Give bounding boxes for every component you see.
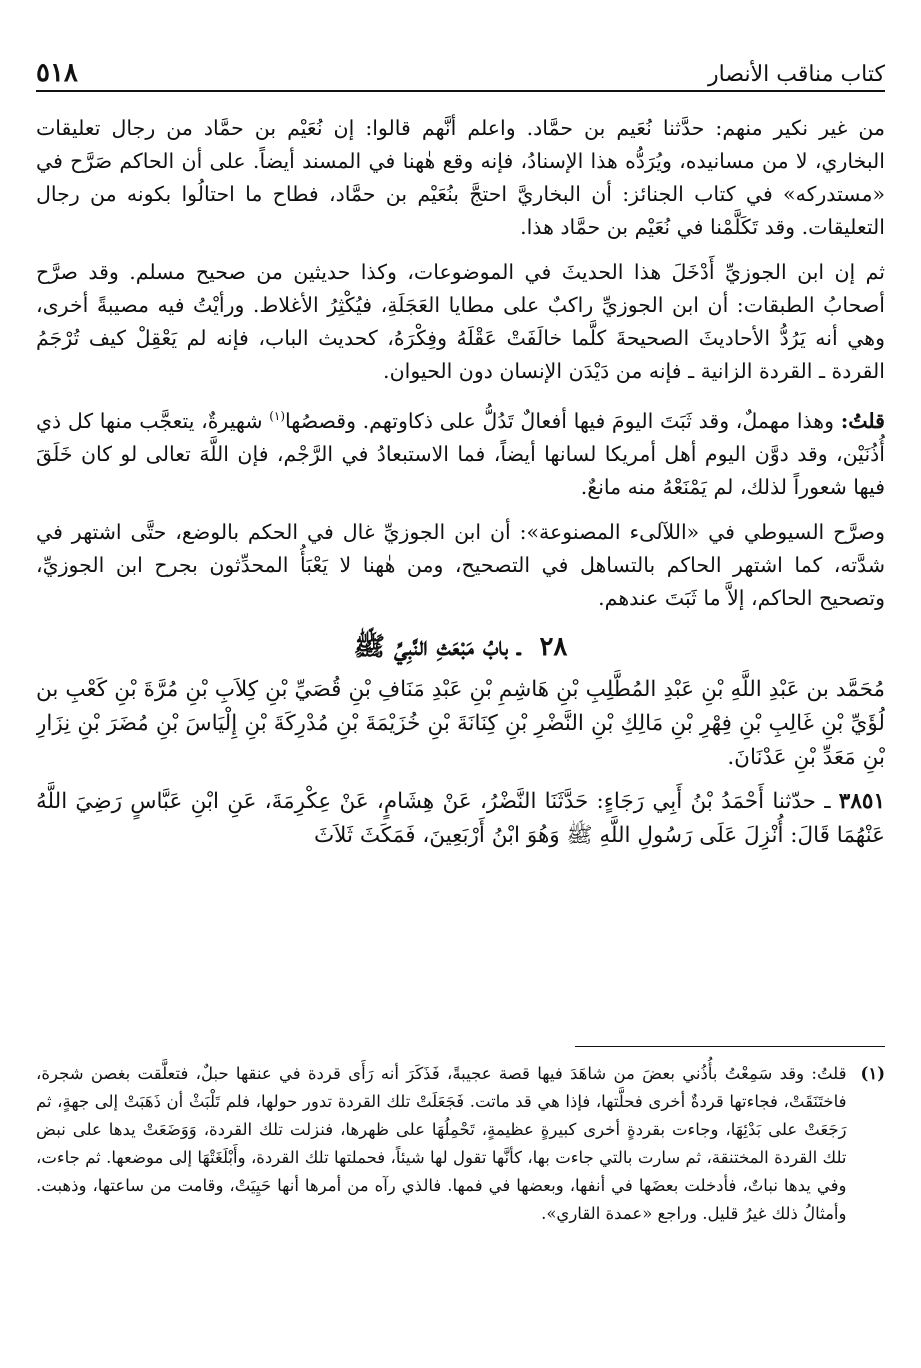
hadith-number: ٣٨٥١ — [838, 788, 885, 814]
paragraph-text-continued: شهيرةٌ، يتعجَّب منها كل ذي أُذُنَيْن، وقد دوَّن اليوم أهل أمريكا لسانها أيضاً، فما الاستبعادُ في الرَّجْم، فإن اللَّهَ تعالى لو كان خَلَقَ فيها شعوراً لذلك، لم يَمْنَعْهُ منه مانعٌ. — [36, 408, 885, 499]
hadith-text: ـ حدّثنا أَحْمَدُ بْنُ أَبِي رَجَاءٍ: حَدَّثَنَا النَّضْرُ، عَنْ هِشَامٍ، عَنْ عِكْرِمَةَ، عَنِ ابْنِ عَبَّاسٍ رَضِيَ اللَّهُ عَنْهُمَا قَالَ: أُنْزِلَ عَلَى رَسُولِ اللَّهِ ﷺ وَهُوَ ابْنُ أَرْبَعِينَ، فَمَكَثَ ثَلاَثَ — [36, 788, 885, 848]
paragraph-1 — [36, 112, 885, 244]
main-text — [36, 112, 885, 1042]
paragraph-text: ثم إن ابن الجوزيِّ أَدْخَلَ هذا الحديثَ في الموضوعات، وكذا حديثين من صحيح مسلم. وقد صرَّح أصحابُ الطبقات: أن ابن الجوزيِّ راكبٌ على مطايا العَجَلَةِ، فيُكْثِرُ الأغلاط. ورأيْتُ فيه مصيبةً أخرى، وهي أنه يَرُدُّ الأحاديثَ الصحيحةَ كلَّما خالَفَتْ عَقْلَهُ وفِكْرَهُ، كحديث الباب، فإنه لم يَعْقِلْ كيف تُرْجَمُ القردة ـ القردة الزانية ـ فإنه من دَيْدَن الإنسان دون الحيوان. — [36, 260, 885, 383]
paragraph-lead: قلتُ: — [840, 408, 885, 433]
paragraph-text: وصرَّح السيوطي في «اللآلىء المصنوعة»: أن ابن الجوزيِّ غال في الحكم بالوضع، حتَّى اشتهر في شدَّته، كما اشتهر الحاكم بالتساهل في التصحيح، ومن هٰهنا لا يَعْبَأُ المحدِّثون بجرح ابن الجوزيِّ، وتصحيح الحاكم، إلاَّ ما ثَبَتَ عندهم. — [36, 519, 885, 610]
paragraph-4 — [36, 516, 885, 615]
paragraph-text: من غير نكير منهم: حدَّثنا نُعَيم بن حمَّاد. واعلم أنَّهم قالوا: إن نُعَيْم بن حمَّاد من رجال تعليقات البخاري، لا من مسانيده، ويُرَدُّه هذا الإسنادُ، فإنه وقع هٰهنا في المسند أيضاً. على أن الحاكم صَرَّح في «مستدركه» في كتاب الجنائز: أن البخاريَّ احتجَّ بنُعَيْم بن حمَّاد، فطاح ما احتالُوا بكونه من رجال التعليقات. وقد تَكَلَّمْنا في نُعَيْم بن حمَّاد هذا. — [36, 116, 885, 239]
chapter-heading — [36, 629, 885, 665]
page-number: ٥١٨ — [36, 58, 78, 88]
chapter-title: ـ بابُ مَبْعَثِ النَّبِيِّ ﷺ — [353, 631, 521, 662]
chapter-number: ٢٨ — [539, 631, 568, 662]
footnote-reference[interactable]: (١) — [269, 409, 286, 423]
footnote-text: قلتُ: وقد سَمِعْتُ بأُذُني بعضَ من شاهَدَ فيها قصة عجيبةً، فَذَكَرَ أنه رَأَى قردة في عنقها حبلٌ، فتعلَّقت بغصن شجرة، فاختَنَقَتْ، فجاءتها قردةٌ أخرى فحلَّتها، فإذا هي قد ماتت. فَجَعَلَتْ تلك القردة تدور حولها، فلم تَلْبَثْ أن ذَهَبَتْ إلى جهةٍ، ثم رَجَعَتْ على بَدْئِهَا، وجاءت بقردةٍ أخرى كبيرةٍ عظيمةٍ، تَحْمِلُهَا على ظهرها، فنزلت تلك القردة، وَوَضَعَتْ يدها على نبض تلك القردة المختنقة، ثم سارت بالتي جاءت بها، كأنَّها تقول لها شيئاً، فحملتها تلك القردة، وأَبْلَغَتْهَا إلى موضعها. ثم جاءت، وفي يدها نباتٌ، فأدخلت بعضَها في أنفها، وبعضها في فمها. فالذي رآه من أمرها أنها حَيِيَتْ، وقامت من ساعتها، وذهبت. وأمثالُ ذلك غيرُ قليل. وراجع «عمدة القاري». — [36, 1064, 847, 1223]
footnote-marker: (١) — [860, 1064, 885, 1083]
prophet-genealogy: مُحَمَّد بن عَبْدِ اللَّهِ بْنِ عَبْدِ المُطَّلِبِ بْنِ هَاشِمِ بْنِ عَبْدِ مَنَافِ بْنِ قُصَيِّ بْنِ كِلاَبِ بْنِ مُرَّةَ بْنِ كَعْبِ بن لُؤَيِّ بْنِ غَالِبِ بْنِ فِهْرِ بْنِ مَالِكِ بْنِ النَّضْرِ بْنِ كِنَانَةَ بْنِ خُزَيْمَةَ بْنِ مُدْرِكَةَ بْنِ إِلْيَاسَ بْنِ مُضَرَ بْنِ نِزَارِ بْنِ مَعَدِّ بْنِ عَدْنَانَ. — [36, 676, 885, 770]
hadith-entry — [36, 785, 885, 853]
paragraph-text: وهذا مهملٌ، وقد ثَبَتَ اليومَ فيها أفعالٌ تَدُلُّ على ذكاوتهم. وقصصُها — [285, 408, 835, 433]
running-header — [36, 44, 885, 92]
book-title: كتاب مناقب الأنصار — [708, 62, 885, 87]
paragraph-3 — [36, 400, 885, 504]
footnote-1 — [36, 1060, 885, 1228]
paragraph-2 — [36, 256, 885, 388]
footnote-divider — [575, 1046, 885, 1047]
